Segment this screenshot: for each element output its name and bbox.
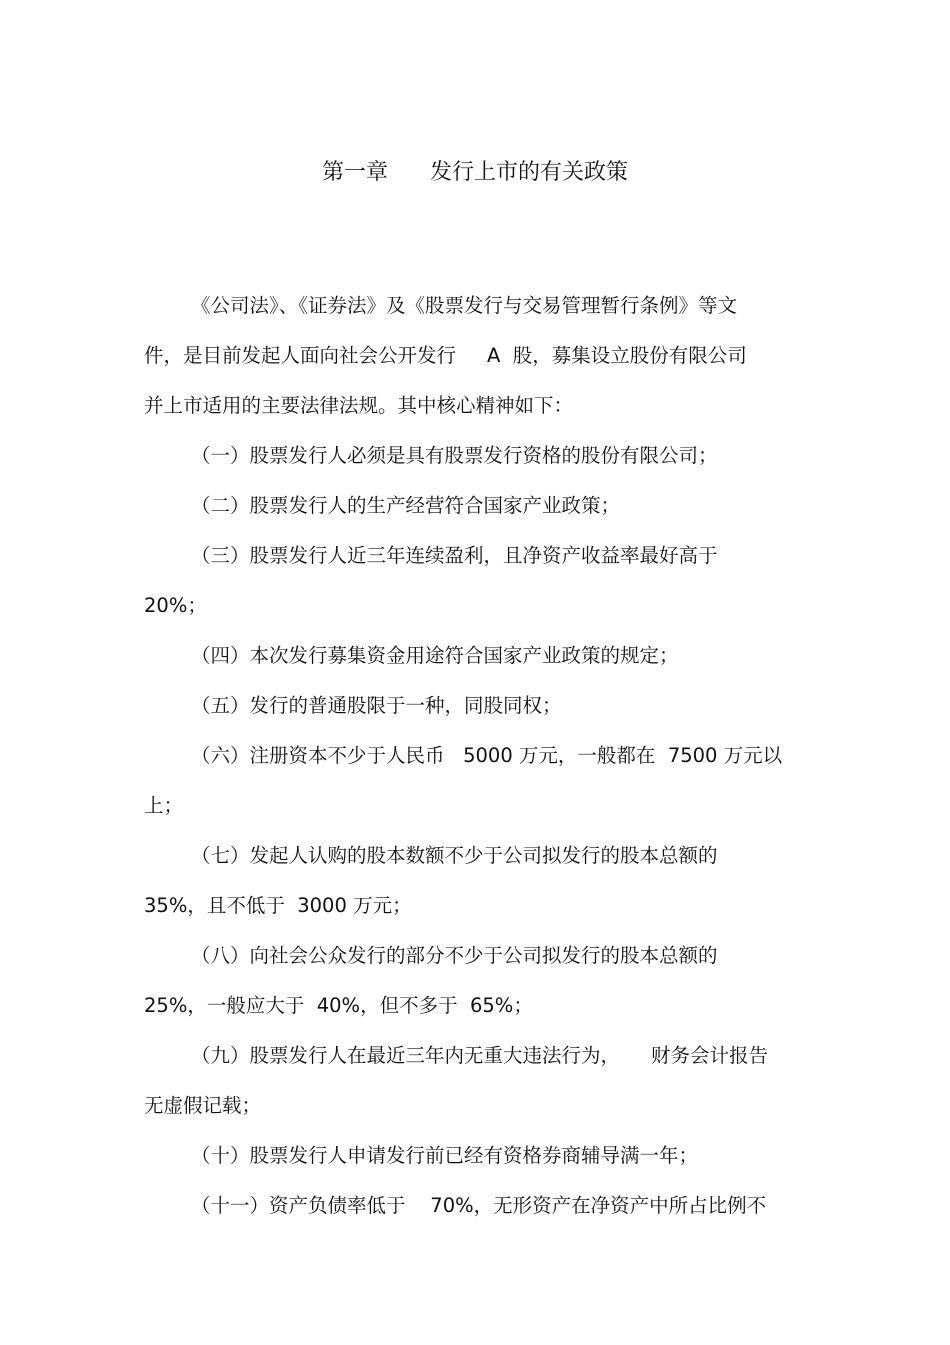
- list-item: （十一）资产负债率低于 70%，无形资产在净资产中所占比例不: [191, 1194, 767, 1217]
- list-item-continuation: 20%；: [144, 594, 207, 617]
- list-item-continuation: 35%，且不低于 3000 万元；: [144, 894, 412, 917]
- list-item-continuation: 上；: [144, 794, 184, 817]
- list-item: （七）发起人认购的股本数额不少于公司拟发行的股本总额的: [191, 844, 718, 867]
- list-item: （十）股票发行人申请发行前已经有资格券商辅导满一年；: [191, 1144, 699, 1167]
- list-item: （一）股票发行人必须是具有股票发行资格的股份有限公司；: [191, 444, 718, 467]
- list-item: （八）向社会公众发行的部分不少于公司拟发行的股本总额的: [191, 944, 718, 967]
- list-item-continuation: 无虚假记载；: [144, 1094, 262, 1117]
- list-item: （四）本次发行募集资金用途符合国家产业政策的规定；: [191, 644, 679, 667]
- list-item: （三）股票发行人近三年连续盈利，且净资产收益率最好高于: [191, 544, 718, 567]
- list-item-continuation: 25%，一般应大于 40%，但不多于 65%；: [144, 994, 533, 1017]
- paragraph-line: 件，是目前发起人面向社会公开发行 A 股，募集设立股份有限公司: [144, 344, 747, 367]
- paragraph-line: 并上市适用的主要法律法规。其中核心精神如下：: [144, 394, 574, 417]
- list-item: （六）注册资本不少于人民币 5000 万元，一般都在 7500 万元以: [191, 744, 783, 767]
- paragraph-line: 《公司法》、《证券法》及《股票发行与交易管理暂行条例》等文: [191, 294, 738, 317]
- list-item: （二）股票发行人的生产经营符合国家产业政策；: [191, 494, 621, 517]
- list-item: （五）发行的普通股限于一种，同股同权；: [191, 694, 562, 717]
- chapter-title: 第一章 发行上市的有关政策: [322, 160, 628, 185]
- list-item: （九）股票发行人在最近三年内无重大违法行为， 财务会计报告: [191, 1044, 768, 1067]
